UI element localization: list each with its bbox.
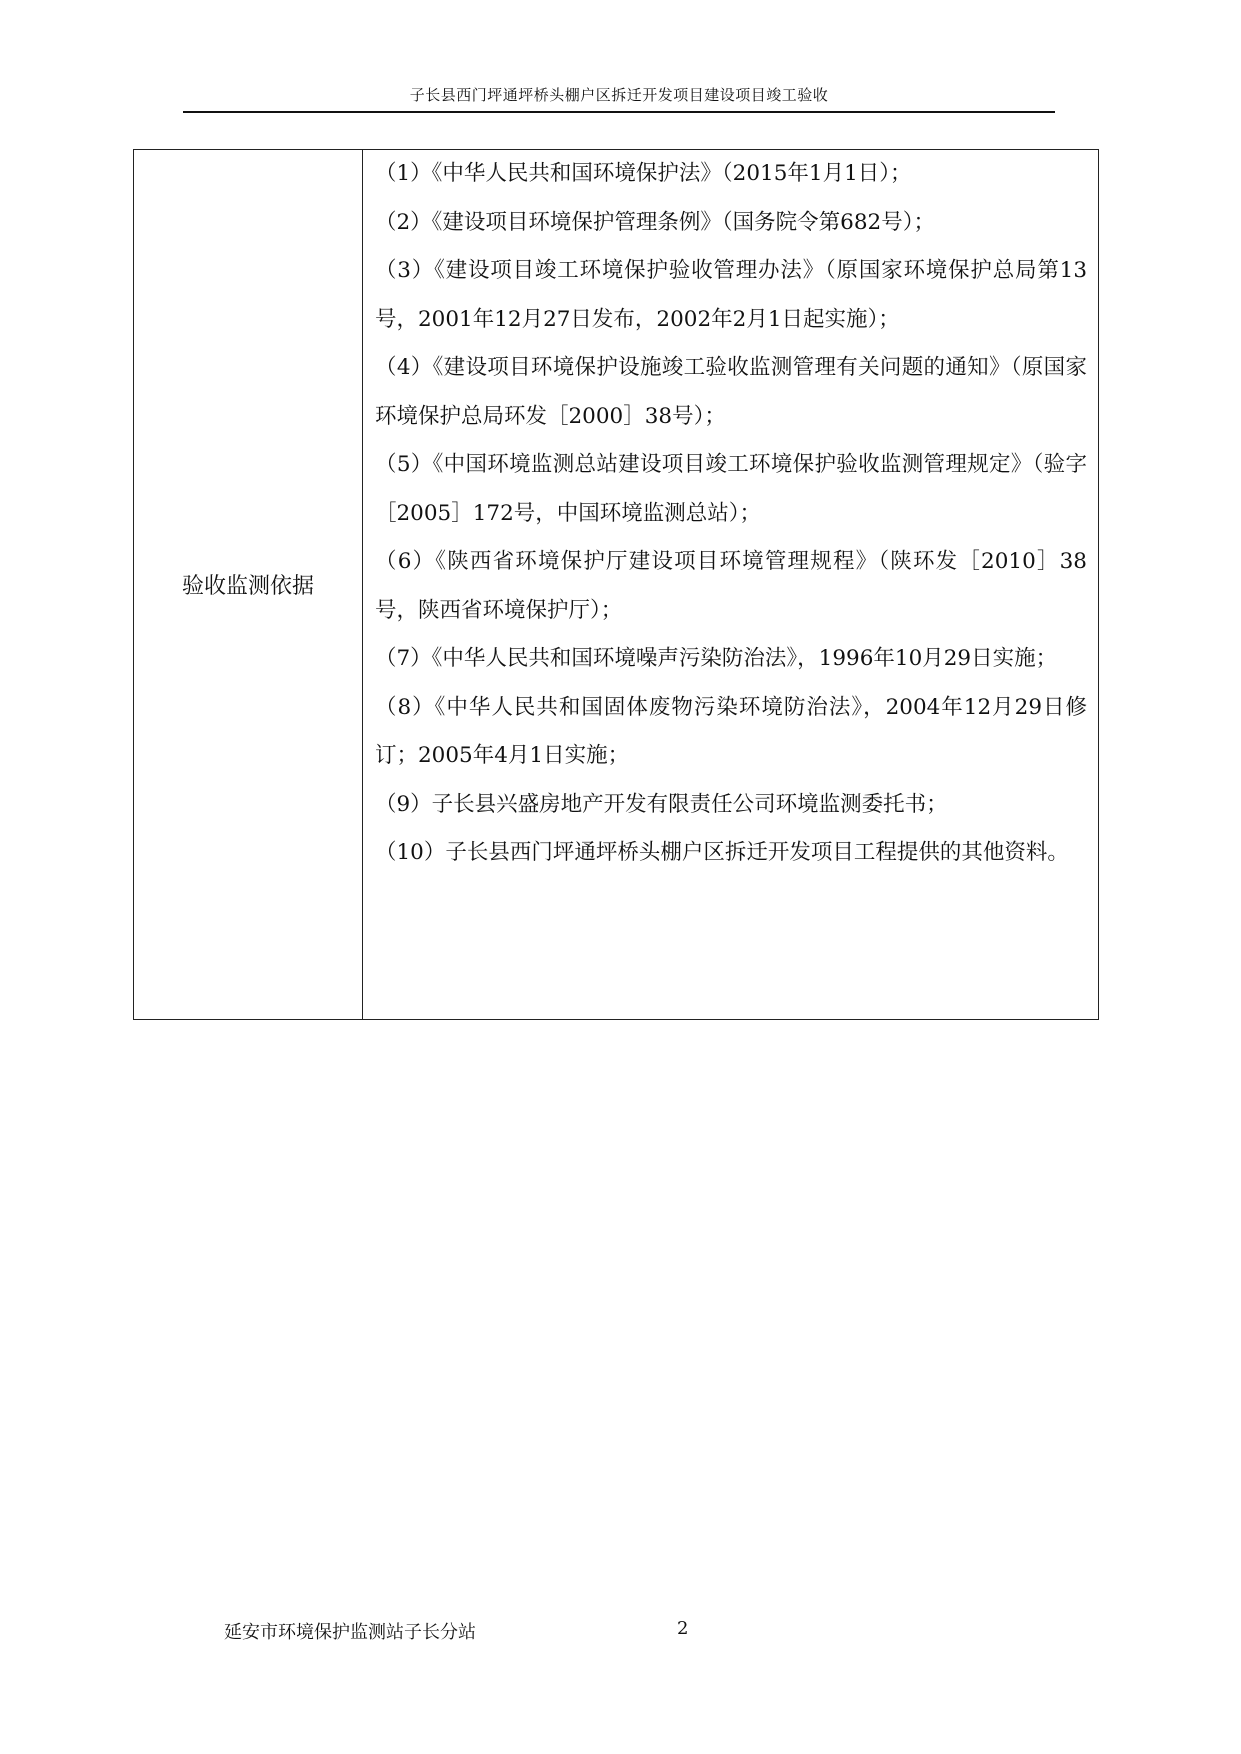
basis-item-6: （6）《陕西省环境保护厅建设项目环境管理规程》（陕环发［2010］38号，陕西省环境保护厅）； [375,549,1087,623]
basis-item-7: （7）《中华人民共和国环境噪声污染防治法》，1996年10月29日实施； [375,646,1058,671]
basis-item-9: （9）子长县兴盛房地产开发有限责任公司环境监测委托书； [375,791,948,817]
footer-page-number: 2 [677,1618,689,1639]
basis-content-cell [363,150,1099,1020]
basis-item-1: （1）《中华人民共和国环境保护法》（2015年1月1日）； [375,161,912,186]
page-header-title: 子长县西门坪通坪桥头棚户区拆迁开发项目建设项目竣工验收 [409,86,829,104]
basis-item-5: （5）《中国环境监测总站建设项目竣工环境保护验收监测管理规定》（验字［2005］172号，中国环境监测总站）； [375,452,1087,526]
basis-item-3: （3）《建设项目竣工环境保护验收管理办法》（原国家环境保护总局第13号，2001年12月27日发布，2002年2月1日起实施）； [375,258,1087,332]
basis-item-10: （10）子长县西门坪通坪桥头棚户区拆迁开发项目工程提供的其他资料。 [375,840,1069,865]
table-row [134,150,1099,1020]
basis-item-4: （4）《建设项目环境保护设施竣工验收监测管理有关问题的通知》（原国家环境保护总局环发［2000］38号）； [375,355,1087,429]
header-divider [183,111,1055,113]
basis-item-8: （8）《中华人民共和国固体废物污染环境防治法》，2004年12月29日修订；2005年4月1日实施； [375,694,1087,768]
basis-item-2: （2）《建设项目环境保护管理条例》（国务院令第682号）； [375,209,935,235]
monitoring-basis-table [133,149,1099,1020]
basis-label-cell: 验收监测依据 [134,150,363,1020]
footer-organization: 延安市环境保护监测站子长分站 [224,1622,476,1643]
